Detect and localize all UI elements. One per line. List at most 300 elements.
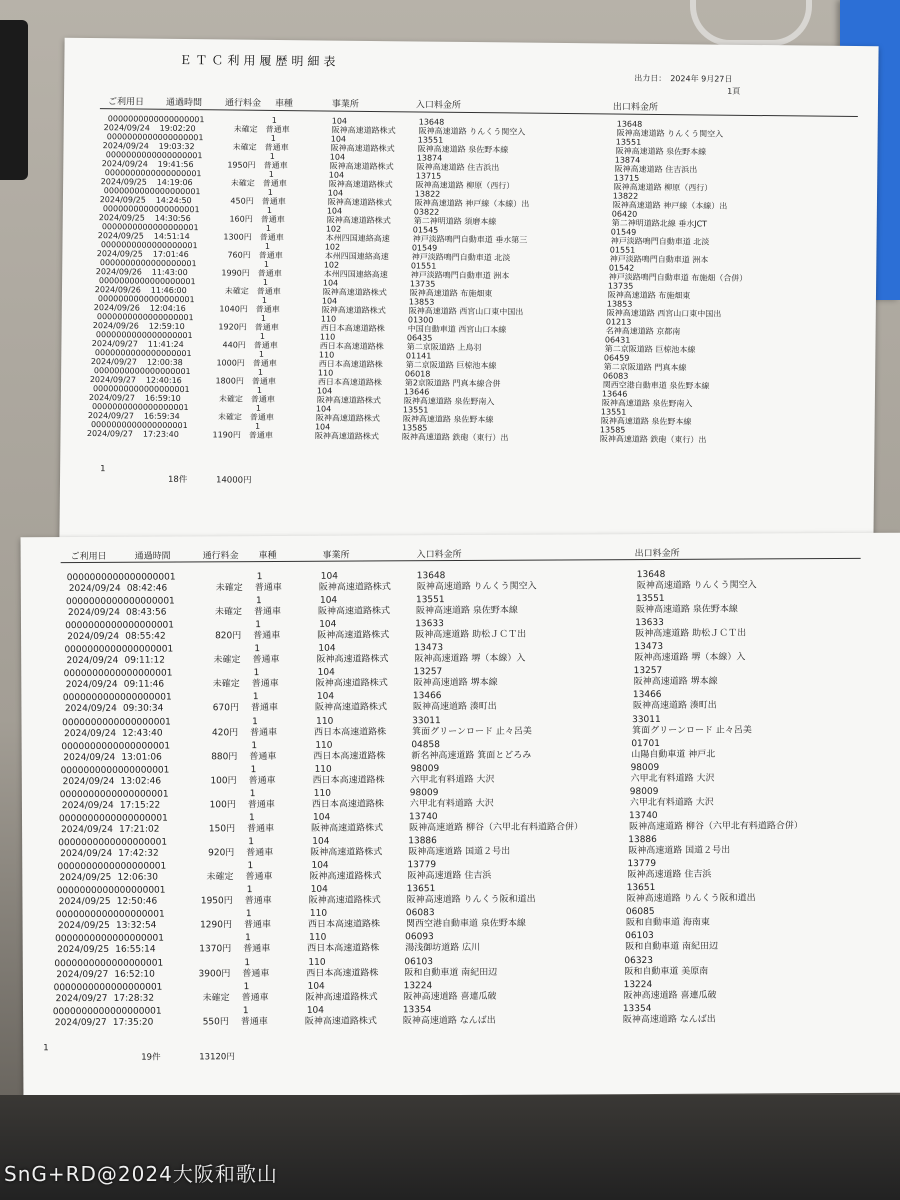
exit-tollgate: 阪神高速道路 泉佐野本線 [600,416,692,427]
document-title: ＥＴＣ利用履歴明細表 [179,52,340,69]
usage-date: 2024/09/27 [87,411,135,421]
vehicle-class: 普通車 [253,631,281,642]
card-number: 0000000000000000001 [104,168,202,179]
exit-code: 13648 [616,119,643,129]
exit-tollgate: 阪神高速道路 住吉浜出 [614,164,698,175]
header-vehicle: 車種 [274,98,294,110]
header-fee: 通行料金 [224,98,262,109]
operator-code: 104 [328,170,345,180]
entry-code: 13551 [417,135,444,145]
usage-date: 2024/09/24 [61,800,114,811]
exit-code: 13853 [606,299,633,309]
usage-date: 2024/09/24 [68,583,121,595]
operator-name: 西日本高速道路株 [306,967,379,979]
pass-time: 16:59:34 [143,411,180,421]
entry-tollgate: 六甲北有料道路 大沢 [410,774,495,786]
entry-tollgate: 新名神高速道路 箕面とどろみ [411,750,532,761]
exit-code: 01213 [605,317,632,327]
vehicle-class: 普通車 [249,412,274,422]
header-exit: 出口料金所 [634,548,680,560]
exit-code: 06420 [611,209,638,219]
exit-tollgate: 第二京阪道路 門真本線 [603,362,687,373]
entry-tollgate: 阪神高速道路 国道２号出 [408,846,511,858]
card-number: 0000000000000000001 [60,765,170,776]
operator-name: 阪神高速道路株式 [321,305,386,316]
exit-tollgate: 第二神明道路北線 垂水JCT [611,218,708,229]
card-number: 0000000000000000001 [98,276,196,287]
operator-code: 104 [329,152,346,162]
exit-tollgate: 阪神高速道路 りんくう関空入 [616,128,724,139]
toll-fee: 160円 [229,214,253,224]
exit-code: 13354 [622,1003,652,1014]
entry-code: 13646 [403,387,430,397]
card-number: 0000000000000000001 [54,958,164,969]
toll-fee: 670円 [212,703,239,714]
trip-count: 1 [268,169,274,179]
usage-date: 2024/09/25 [98,213,145,223]
entry-tollgate: 阪神高速道路 泉佐野本線 [416,605,518,617]
entry-code: 13648 [416,571,446,582]
vehicle-class: 普通車 [254,322,279,333]
exit-tollgate: 阪神高速道路 堺本線 [633,677,718,688]
entry-tollgate: 関西空港自動車道 泉佐野本線 [405,918,526,930]
vehicle-class: 普通車 [251,679,279,690]
entry-tollgate: 湯浅御坊道路 広川 [405,943,481,954]
photo-watermark: SnG+RD@2024大阪和歌山 [4,1162,278,1186]
vehicle-class: 普通車 [258,250,283,261]
toll-fee: 1990円 [221,268,250,278]
operator-name: 西日本高速道路株 [307,919,381,931]
entry-code: 13648 [418,117,445,127]
toll-fee: 820円 [215,631,242,642]
entry-code: 06093 [405,932,434,943]
footer-total: 14000円 [215,475,252,486]
operator-name: 阪神高速道路株式 [310,847,383,858]
trip-count: 1 [253,668,260,679]
vehicle-class: 普通車 [241,992,269,1003]
toll-fee: 未確定 [224,286,249,296]
card-number: 0000000000000000001 [91,402,189,413]
entry-code: 13853 [408,297,435,307]
exit-tollgate: 阪神高速道路 神戸線（本線）出 [612,200,728,211]
operator-code: 104 [306,1005,325,1016]
table-footer [100,464,500,498]
card-number: 0000000000000000001 [61,741,171,752]
pass-time: 17:42:32 [118,848,159,859]
trip-count: 1 [248,837,254,848]
exit-code: 98009 [629,786,659,797]
toll-fee: 未確定 [202,992,230,1003]
entry-tollgate: 阪神高速道路 りんくう阪和道出 [406,894,536,906]
exit-tollgate: 神戸淡路鳴門自動車道 北淡 [610,236,710,247]
operator-name: 西日本高速道路株 [314,726,387,738]
trip-count: 1 [254,421,261,431]
vehicle-class: 普通車 [261,196,286,207]
vehicle-class: 普通車 [252,358,277,368]
operator-code: 104 [330,134,347,144]
operator-name: 本州四国連絡高速 [325,233,390,244]
operator-code: 104 [310,884,328,896]
usage-date: 2024/09/25 [59,872,112,884]
entry-code: 13651 [406,884,436,895]
pass-time: 16:52:10 [114,969,155,980]
exit-tollgate: 阪和自動車道 海南東 [625,918,710,929]
card-number: 0000000000000000001 [53,982,163,993]
operator-name: 阪神高速道路株式 [309,871,382,882]
operator-code: 110 [309,909,328,920]
pass-time: 17:15:22 [119,800,161,811]
card-number: 0000000000000000001 [58,837,168,849]
entry-tollgate: 阪神高速道路 布施畑東 [409,288,493,299]
usage-date: 2024/09/24 [64,704,117,715]
exit-code: 13551 [635,594,665,605]
trip-count: 1 [256,572,263,583]
vehicle-class: 普通車 [254,607,282,618]
pass-time: 12:43:40 [122,728,163,739]
operator-code: 104 [315,404,332,414]
entry-code: 06083 [405,908,435,919]
operator-name: 阪神高速道路株式 [305,992,378,1003]
exit-code: 01701 [631,738,660,749]
operator-code: 104 [331,116,348,126]
table-body [21,569,900,1031]
trip-count: 1 [252,716,258,727]
entry-tollgate: 阪神高速道路 堺本線 [413,678,498,689]
entry-tollgate: 阪神高速道路 りんくう関空入 [418,126,526,137]
card-number: 0000000000000000001 [107,114,205,125]
pass-time: 08:55:42 [125,631,166,642]
operator-code: 110 [317,368,334,378]
operator-name: 阪神高速道路株式 [318,582,391,593]
operator-name: 阪神高速道路株式 [318,606,391,617]
operator-name: 阪神高速道路株式 [317,630,390,641]
header-operator: 事業所 [331,99,360,110]
usage-date: 2024/09/27 [91,339,138,349]
usage-date: 2024/09/25 [100,177,147,187]
pass-time: 19:02:20 [159,123,196,134]
operator-name: 阪神高速道路株式 [322,287,387,298]
operator-name: 西日本高速道路株 [320,323,385,334]
usage-date: 2024/09/24 [63,752,116,763]
header-entry: 入口料金所 [416,549,462,561]
entry-tollgate: 阪神高速道路 柳谷（六甲北有料道路合併） [409,822,583,834]
card-number: 0000000000000000001 [101,222,199,233]
exit-tollgate: 神戸淡路鳴門自動車道 洲本 [609,254,709,265]
header-date: ご利用日 [70,551,107,563]
operator-name: 阪神高速道路株式 [311,823,384,834]
exit-code: 13551 [615,137,642,147]
exit-tollgate: 阪神高速道路 なんば出 [622,1014,716,1025]
entry-code: 98009 [410,763,440,775]
exit-code: 13779 [627,859,657,870]
exit-code: 06083 [602,371,629,381]
operator-code: 104 [312,812,331,823]
card-number: 0000000000000000001 [92,384,190,395]
trip-count: 1 [245,909,252,920]
exit-tollgate: 箕面グリーンロード 止々呂美 [632,725,752,736]
footer-total: 13120円 [199,1052,235,1063]
pass-time: 13:01:06 [121,752,162,763]
exit-tollgate: 阪神高速道路 りんくう関空入 [636,580,757,592]
usage-date: 2024/09/24 [65,680,118,691]
device-edge [0,20,28,180]
toll-fee: 100円 [209,800,236,811]
exit-code: 13551 [600,407,627,417]
trip-count: 1 [255,596,262,607]
operator-name: 西日本高速道路株 [307,943,380,955]
operator-code: 110 [313,788,331,799]
card-number: 0000000000000000001 [62,692,172,704]
entry-code: 13224 [403,980,433,991]
usage-date: 2024/09/24 [101,159,148,169]
trip-count: 1 [261,295,268,305]
usage-date: 2024/09/25 [57,945,110,956]
toll-fee: 未確定 [214,607,243,618]
usage-date: 2024/09/26 [92,321,139,331]
entry-tollgate: 阪神高速道路 西宮山口東中国出 [408,306,524,317]
pass-time: 17:35:20 [112,1017,154,1028]
exit-tollgate: 神戸淡路鳴門自動車道 布施畑（合併） [608,272,748,283]
entry-tollgate: 阪神高速道路 住吉浜 [407,870,492,882]
entry-tollgate: 阪神高速道路 堺（本線）入 [414,653,526,665]
vehicle-class: 普通車 [264,142,289,153]
entry-tollgate: 神戸淡路鳴門自動車道 垂水第三 [412,234,528,245]
exit-code: 13648 [636,569,666,581]
pass-time: 14:30:56 [154,213,191,224]
card-number: 0000000000000000001 [96,312,194,323]
operator-code: 110 [316,716,334,727]
entry-tollgate: 阪和自動車道 南紀田辺 [404,967,498,978]
entry-tollgate: 第二京阪道路 巨椋池本線 [405,360,497,371]
trip-count: 1 [255,620,261,631]
trip-count: 1 [267,187,273,197]
print-date: 出力日： 2024年 9月27日 [634,73,733,84]
exit-code: 01542 [608,263,635,273]
pass-time: 12:59:10 [148,321,185,332]
trip-count: 1 [266,205,272,215]
exit-code: 06085 [625,907,655,918]
pass-time: 17:21:02 [119,824,160,835]
card-number: 0000000000000000001 [56,885,166,897]
table-footer [43,1041,443,1073]
operator-code: 104 [322,278,339,288]
vehicle-class: 普通車 [259,232,284,243]
toll-fee: 未確定 [212,679,240,690]
trip-count: 1 [244,957,251,968]
exit-tollgate: 六甲北有料道路 大沢 [630,773,715,784]
toll-fee: 1370円 [199,944,232,955]
trip-count: 1 [259,331,266,341]
toll-fee: 未確定 [213,655,241,666]
usage-date: 2024/09/27 [55,993,108,1004]
entry-code: 13466 [412,691,442,702]
trip-count: 1 [257,367,264,377]
exit-tollgate: 阪神高速道路 鉄砲（東行）出 [599,434,707,445]
usage-date: 2024/09/24 [61,824,113,836]
exit-code: 06323 [624,955,654,966]
exit-code: 13633 [635,618,664,629]
exit-code: 01549 [610,227,637,237]
exit-code: 13740 [628,810,658,822]
exit-code: 13735 [607,281,634,291]
toll-fee: 1290円 [200,920,232,931]
card-number: 0000000000000000001 [59,789,169,800]
entry-code: 01551 [410,261,437,271]
vehicle-class: 普通車 [265,124,290,135]
vehicle-class: 普通車 [255,304,280,315]
entry-code: 06435 [406,333,433,343]
toll-fee: 未確定 [215,583,243,594]
exit-tollgate: 阪神高速道路 助松ＪＣＴ出 [635,628,747,640]
pass-time: 14:51:14 [153,231,190,242]
operator-name: 阪神高速道路株式 [327,197,392,208]
pass-time: 17:01:46 [152,249,189,260]
exit-tollgate: 関西空港自動車道 泉佐野本線 [602,380,710,391]
operator-name: 阪神高速道路株式 [331,125,396,136]
entry-tollgate: 阪神高速道路 鉄砲（東行）出 [401,432,509,443]
entry-tollgate: 神戸淡路鳴門自動車道 北淡 [411,252,511,263]
card-number: 0000000000000000001 [64,644,174,656]
cable [690,0,812,46]
vehicle-class: 普通車 [250,727,278,738]
trip-count: 1 [252,692,259,703]
entry-code: 04858 [411,739,440,750]
entry-tollgate: 阪神高速道路 柳原（西行） [415,180,515,191]
header-date: ご利用日 [107,97,145,108]
pass-time: 16:59:10 [144,393,181,403]
pass-time: 13:02:46 [120,776,162,787]
usage-date: 2024/09/27 [56,969,109,980]
exit-tollgate: 阪和自動車道 美原南 [624,966,709,977]
toll-fee: 760円 [227,250,251,260]
trip-count: 1 [263,259,270,269]
pass-time: 11:43:00 [151,267,188,278]
usage-date: 2024/09/24 [66,656,119,667]
footer-page: 1 [100,464,106,475]
operator-code: 104 [316,386,333,396]
operator-code: 104 [318,643,336,655]
exit-tollgate: 阪神高速道路 湊町出 [632,701,717,712]
vehicle-class: 普通車 [247,823,275,835]
exit-code: 06103 [625,931,654,942]
operator-name: 阪神高速道路株式 [314,702,387,714]
entry-tollgate: 箕面グリーンロード 止々呂美 [412,726,532,737]
trip-count: 1 [254,644,261,655]
operator-code: 104 [319,595,338,606]
entry-code: 13715 [415,171,442,181]
operator-code: 110 [314,764,332,775]
pass-time: 11:46:00 [150,285,187,296]
exit-tollgate: 阪神高速道路 堺（本線）入 [634,652,746,664]
entry-code: 06103 [404,956,434,967]
vehicle-class: 普通車 [252,655,280,666]
entry-code: 13633 [415,619,444,630]
footer-count: 18件 [167,474,188,486]
usage-date: 2024/09/25 [96,249,143,259]
entry-code: 13886 [408,836,437,847]
usage-date: 2024/09/25 [57,921,110,932]
pass-time: 14:19:06 [156,177,193,188]
exit-code: 01551 [609,245,636,255]
vehicle-class: 普通車 [251,376,276,386]
card-number: 0000000000000000001 [105,150,203,161]
entry-tollgate: 第2京阪道路 門真本線合併 [404,378,501,389]
trip-count: 1 [250,764,257,775]
entry-tollgate: 阪神高速道路 なんば出 [402,1015,496,1026]
trip-count: 1 [243,981,250,992]
exit-tollgate: 阪神高速道路 住吉浜 [627,869,712,881]
operator-name: 本州四国連絡高速 [323,269,388,280]
exit-tollgate: 阪神高速道路 喜連瓜破 [623,990,717,1001]
entry-tollgate: 中国自動車道 西宮山口本線 [407,324,507,335]
entry-tollgate: 阪神高速道路 住吉浜出 [416,162,500,173]
card-number: 0000000000000000001 [66,572,176,584]
exit-code: 13874 [614,155,641,165]
pass-time: 17:28:32 [113,993,155,1004]
entry-code: 01549 [411,243,438,253]
statement-sheet-2 [21,533,900,1098]
entry-code: 13779 [407,860,437,871]
card-number: 0000000000000000001 [95,330,193,341]
card-number: 0000000000000000001 [55,909,165,921]
entry-code: 13551 [415,595,445,606]
card-number: 0000000000000000001 [62,717,171,728]
exit-code: 13886 [628,835,657,846]
toll-fee: 100円 [210,775,237,787]
vehicle-class: 普通車 [254,582,282,594]
operator-code: 104 [307,981,325,992]
pass-time: 17:23:40 [142,429,179,439]
card-number: 0000000000000000001 [55,933,164,945]
operator-name: 阪神高速道路株式 [314,431,379,442]
toll-fee: 3900円 [198,968,231,979]
toll-fee: 880円 [211,751,238,762]
trip-count: 1 [260,313,267,323]
entry-code: 01300 [407,315,434,325]
header-time: 通過時間 [134,551,171,562]
operator-code: 102 [325,224,342,234]
toll-fee: 未確定 [233,124,258,134]
footer-page: 1 [43,1043,49,1054]
card-number: 0000000000000000001 [52,1006,162,1017]
entry-code: 13551 [402,405,429,415]
operator-name: 阪神高速道路株式 [316,395,381,406]
entry-code: 06018 [404,369,431,379]
operator-code: 104 [327,188,344,198]
entry-code: 13740 [408,812,438,823]
header-fee: 通行料金 [202,551,239,562]
operator-code: 104 [321,296,338,306]
operator-name: 西日本高速道路株 [312,775,385,786]
operator-code: 104 [314,422,331,432]
vehicle-class: 普通車 [248,775,276,786]
pass-time: 12:04:16 [149,303,186,314]
usage-date: 2024/09/25 [58,897,111,908]
toll-fee: 1950円 [227,160,256,170]
pass-time: 12:06:30 [117,872,158,883]
trip-count: 1 [249,788,256,799]
exit-code: 13224 [623,979,653,990]
toll-fee: 未確定 [217,412,242,422]
entry-code: 13874 [416,153,443,163]
operator-code: 110 [320,314,337,324]
card-number: 0000000000000000001 [93,366,191,377]
vehicle-class: 普通車 [246,848,274,859]
usage-date: 2024/09/24 [62,776,115,787]
operator-name: 阪神高速道路株式 [304,1016,377,1027]
trip-count: 1 [242,1005,249,1016]
card-number: 0000000000000000001 [100,240,198,251]
